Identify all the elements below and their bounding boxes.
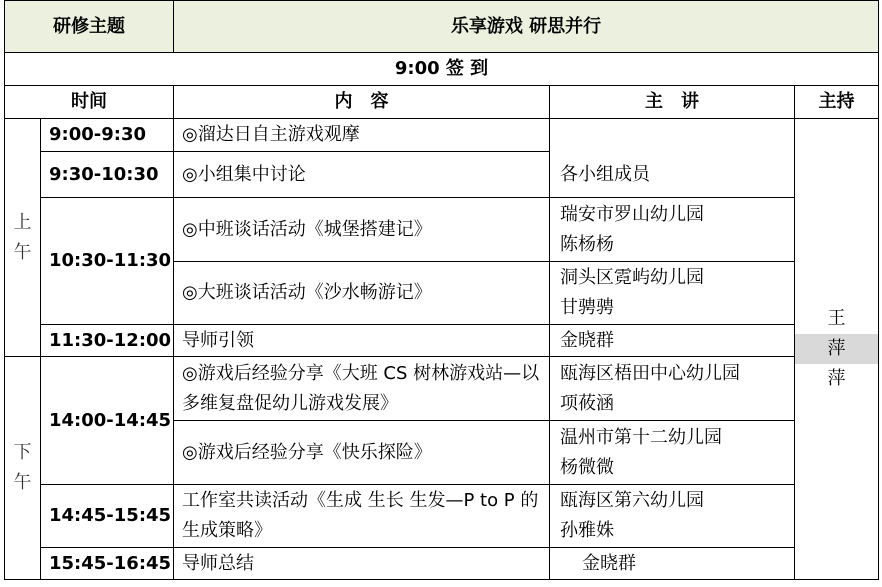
time-cell: 9:30-10:30 — [41, 152, 174, 198]
speaker-cell: 洞头区霓屿幼儿园 甘骋骋 — [550, 262, 795, 325]
content-cell: ◎溜达日自主游戏观摩 — [174, 119, 550, 152]
time-cell: 14:00-14:45 — [41, 357, 174, 485]
table-row — [5, 325, 879, 357]
column-header-speaker: 主 讲 — [550, 86, 795, 119]
content-cell: ◎大班谈话活动《沙水畅游记》 — [174, 262, 550, 325]
time-cell: 15:45-16:45 — [41, 548, 174, 580]
speaker-cell: 金晓群 — [550, 548, 795, 580]
period-afternoon: 下 午 — [5, 357, 41, 580]
table-row — [5, 548, 879, 580]
speaker-cell: 各小组成员 — [550, 152, 795, 198]
column-header-content: 内 容 — [174, 86, 550, 119]
table-row — [5, 357, 879, 421]
speaker-cell: 瓯海区梧田中心幼儿园 项莜涵 — [550, 357, 795, 421]
signin-row: 9:00 签 到 — [5, 53, 879, 86]
speaker-cell: 金晓群 — [550, 325, 795, 357]
column-header-time: 时间 — [5, 86, 174, 119]
schedule-table — [4, 0, 879, 580]
column-header-host: 主持 — [795, 86, 879, 119]
content-cell: ◎游戏后经验分享《快乐探险》 — [174, 421, 550, 485]
content-cell: 导师总结 — [174, 548, 550, 580]
speaker-cell — [550, 119, 795, 152]
content-cell: ◎小组集中讨论 — [174, 152, 550, 198]
theme-label: 研修主题 — [5, 1, 174, 53]
speaker-cell: 瓯海区第六幼儿园 孙雅姝 — [550, 485, 795, 548]
speaker-cell: 温州市第十二幼儿园 杨微微 — [550, 421, 795, 485]
table-row — [5, 119, 879, 152]
table-row — [5, 198, 879, 262]
theme-value: 乐享游戏 研思并行 — [174, 1, 879, 53]
host-cell: 王 萍 萍 — [795, 119, 879, 580]
content-cell: ◎中班谈话活动《城堡搭建记》 — [174, 198, 550, 262]
content-cell: 工作室共读活动《生成 生长 生发—P to P 的生成策略》 — [174, 485, 550, 548]
time-cell: 11:30-12:00 — [41, 325, 174, 357]
speaker-cell: 瑞安市罗山幼儿园 陈杨杨 — [550, 198, 795, 262]
table-row — [5, 485, 879, 548]
time-cell: 14:45-15:45 — [41, 485, 174, 548]
content-cell: ◎游戏后经验分享《大班 CS 树林游戏站—以多维复盘促幼儿游戏发展》 — [174, 357, 550, 421]
table-row — [5, 152, 879, 198]
period-morning: 上 午 — [5, 119, 41, 357]
time-cell: 9:00-9:30 — [41, 119, 174, 152]
time-cell: 10:30-11:30 — [41, 198, 174, 325]
content-cell: 导师引领 — [174, 325, 550, 357]
